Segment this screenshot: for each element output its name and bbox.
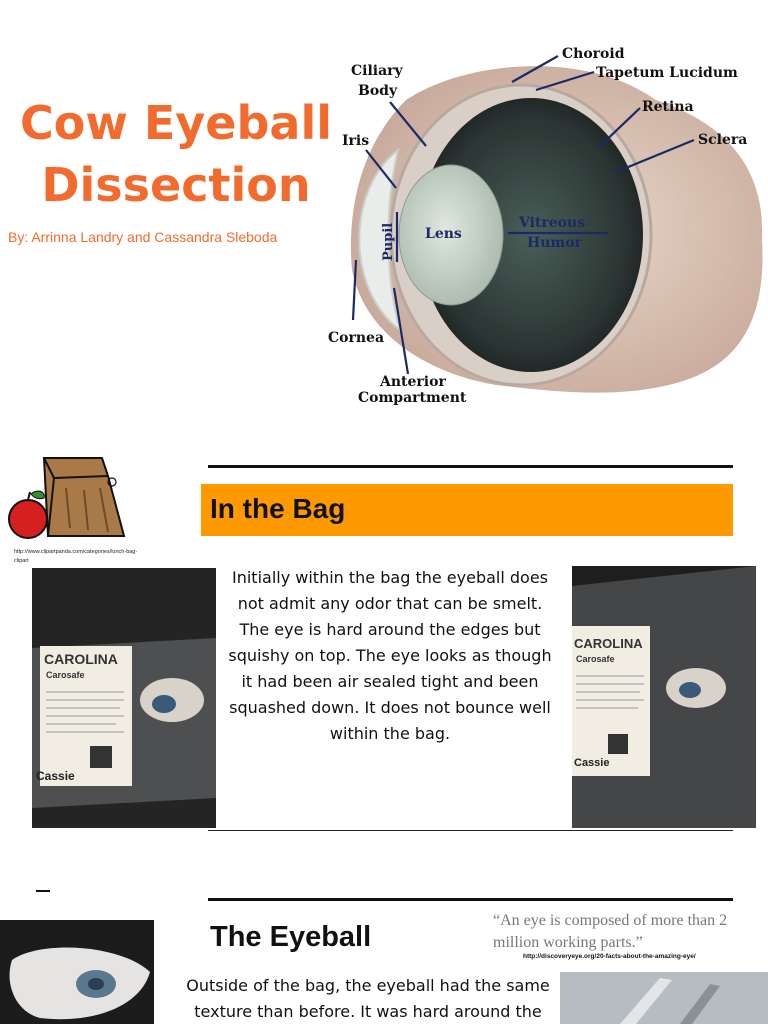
title-line-1: Cow Eyeball [20,96,332,150]
label-anterior-2: Compartment [358,390,467,406]
section-heading-in-the-bag: In the Bag [210,493,346,524]
label-choroid: Choroid [562,46,625,62]
eye-anatomy-diagram [326,40,768,412]
dash-mark [36,890,50,892]
photo-left-brand: CAROLINA [44,651,118,667]
label-vitreous-2: Humor [527,235,582,251]
in-the-bag-paragraph: Initially within the bag the eyeball does not admit any odor that can be smelt. The eye is hard around the edges but squishy on top. The eye looks as though it had been air sealed tight and been squashed down. It does not bounce well within the bag. [228,568,552,743]
photo-left-name: Cassie [36,769,75,783]
label-cornea: Cornea [328,330,385,346]
label-pupil: Pupil [381,222,396,261]
page-title [0,92,352,216]
eyeball-photo-right [560,972,768,1024]
title-line-2: Dissection [41,158,311,212]
eyeball-paragraph: Outside of the bag, the eyeball had the same texture than before. It was hard around the [186,976,550,1021]
quote-credit[interactable]: http://discoveryeye.org/20-facts-about-the-amazing-eye/ [523,953,696,960]
divider-eyeball [208,898,733,901]
eye-quote: “An eye is composed of more than 2 million working parts.” [493,912,728,951]
label-retina: Retina [642,99,694,115]
byline: By: Arrinna Landry and Cassandra Sleboda [8,229,278,245]
section-heading-the-eyeball: The Eyeball [210,921,372,953]
label-iris: Iris [342,133,370,149]
divider-mid [208,830,733,831]
section-bar-in-the-bag [201,484,733,536]
label-sclera: Sclera [698,132,748,148]
photo-left-product: Carosafe [46,670,85,680]
bag-image-credit[interactable]: http://www.clipartpanda.com/categories/lunch-bag-clipart [14,549,138,564]
lunch-bag-icon [4,448,134,548]
photo-right-brand: CAROLINA [574,636,643,651]
eyeball-photo-left [0,920,154,1024]
label-ciliary-1: Ciliary [351,63,403,79]
bagged-eye-photo-right [572,566,756,828]
bagged-eye-photo-left [32,568,216,828]
photo-right-product: Carosafe [576,654,615,664]
label-anterior-1: Anterior [380,374,446,390]
divider-top [208,465,733,468]
label-tapetum: Tapetum Lucidum [596,65,738,81]
label-ciliary-2: Body [358,83,398,99]
photo-right-name: Cassie [574,757,610,769]
label-vitreous-1: Vitreous [519,215,586,231]
label-lens: Lens [425,226,462,242]
